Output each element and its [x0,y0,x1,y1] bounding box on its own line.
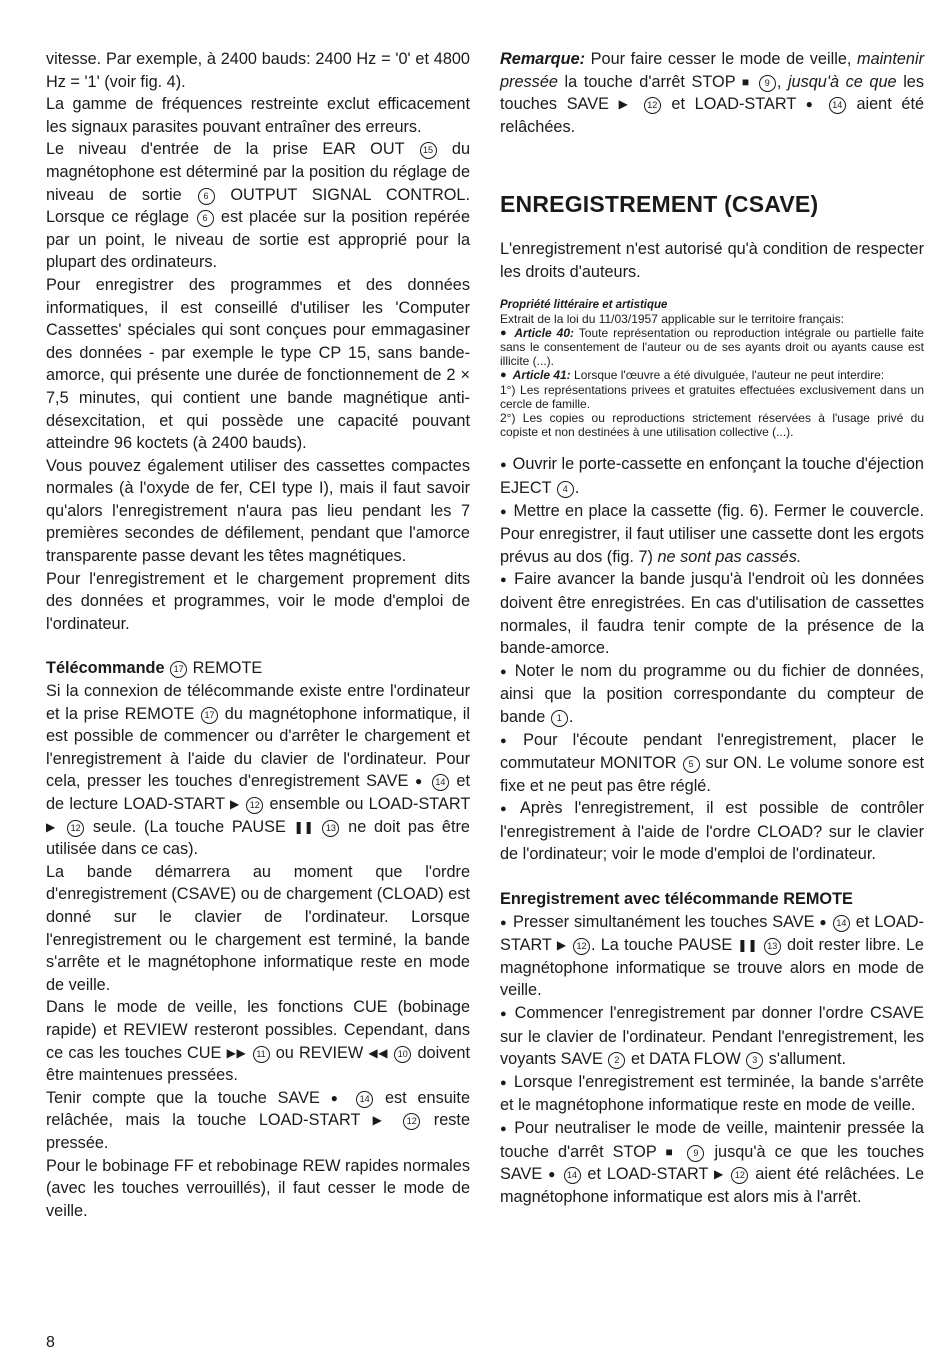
remark: Remarque: Pour faire cesser le mode de veille, maintenir pressée la touche d'arrêt STOP ■ 9 , jusqu'à ce que les touches SAVE ▶ 12 et LOAD-START ● 14 aient été relâchées. [500,50,925,136]
callout-12: 12 [67,820,84,837]
legal-text: ● Article 40: Toute représentation ou reproduction intégrale ou partielle faite sans le consentement de l'auteur ou de ses ayants droit ou ayants cause est illicite (...). [500,325,924,369]
paragraph: Vous pouvez également utiliser des cassettes compactes normales (à l'oxyde de fer, CEI type I), mais il faut savoir qu'alors l'enregistrement n'aura pas lieu pendant les 7 premières secondes de défilement, pendant que l'amorce transparente passe devant les têtes magnétiques. [46,456,470,566]
list-item: ● Mettre en place la cassette (fig. 6). Fermer le couvercle. Pour enregistrer, il faut utiliser une cassette dont les ergots prévus au dos (fig. 7) ne sont pas cassés. [500,501,924,566]
bullet-icon: ● [500,459,507,472]
legal-text: ● Article 41: Lorsque l'œuvre a été divulguée, l'auteur ne peut interdire: [500,368,885,383]
bullet-icon: ● [500,574,509,587]
play-icon: ▶ [46,819,59,834]
paragraph: Pour enregistrer des programmes et des données informatiques, il est conseillé d'utiliser les 'Computer Cassettes' spéciales qui sont conçues pour emmagasiner des données - par exemple le type CP 15, sans bande-amorce, qui présente une durée de fonctionnement de 2 × 7,5 minutes, qui contient une bande magnétique anti-désexcitation, et qui possède une capacité pouvant atteindre 96 koctets (à 2400 bauds). [46,275,470,453]
callout-13: 13 [322,820,339,837]
callout-12: 12 [246,797,263,814]
stop-icon: ■ [665,1144,678,1159]
section-heading-remote: Télécommande 17 REMOTE [46,659,263,678]
paragraph: Le niveau d'entrée de la prise EAR OUT 15 du magnétophone est déterminé par la position du réglage de niveau de sortie 6 OUTPUT SIGNAL CONTROL. Lorsque ce réglage 6 est placée sur la position repérée par un point, le niveau de sortie est approprié pour la plupart des ordinateurs. [46,140,471,272]
paragraph: Pour l'enregistrement et le chargement proprement dits des données et programmes, voir le mode d'emploi de l'ordinateur. [46,569,470,633]
fast-forward-icon: ▶▶ [226,1045,247,1060]
record-icon: ● [548,1167,557,1182]
play-icon: ▶ [556,938,567,953]
paragraph: Dans le mode de veille, les fonctions CUE (bobinage rapide) et REVIEW resteront possibles. Cependant, dans ce cas les touches CUE ▶▶ 11 ou REVIEW ◀◀ 10 doivent être maintenues pressées. [46,998,470,1085]
list-item: ● Pour l'écoute pendant l'enregistrement, placer le commutateur MONITOR 5 sur ON. Le volume sonore est fixe et ne peut pas être réglé. [500,730,924,795]
bullet-icon: ● [500,734,518,747]
list-item: ● Commencer l'enregistrement par donner l'ordre CSAVE sur le clavier de l'ordinateur. Pendant l'enregistrement, les voyants SAVE 2 et DATA FLOW 3 s'allument. [500,1004,924,1069]
list-item: ● Lorsque l'enregistrement est terminée, la bande s'arrête et le magnétophone informatique reste en mode de veille. [500,1072,924,1115]
callout-12: 12 [403,1113,420,1130]
legal-text: Extrait de la loi du 11/03/1957 applicable sur le territoire français: [500,311,844,326]
record-icon: ● [805,97,819,112]
bullet-icon: ● [500,1008,509,1021]
callout-17: 17 [170,661,187,678]
bullet-icon: ● [500,803,515,816]
list-item: ● Ouvrir le porte-cassette en enfonçant la touche d'éjection EJECT 4 . [500,455,924,497]
callout-6: 6 [197,210,214,227]
legal-text: 2°) Les copies ou reproductions strictement réservées à l'usage privé du copiste et non destinées à une utilisation collective (...). [500,410,924,440]
pause-icon: ❚❚ [737,938,758,953]
play-icon: ▶ [230,797,240,811]
page-number: 8 [46,1334,55,1351]
callout-13: 13 [764,938,781,955]
bullet-icon: ● [500,1123,509,1136]
bullet-icon: ● [500,1076,508,1089]
paragraph: La bande démarrera au moment que l'ordre d'enregistrement (CSAVE) ou de chargement (CLOAD) est donné sur le clavier de l'ordinateur. Lorsque l'enregistrement ou le chargement est terminé, la bande s'arrête et le magnétophone informatique reste en mode de veille. [46,862,470,994]
left-column [46,48,470,1222]
callout-10: 10 [394,1046,411,1063]
callout-1: 1 [551,710,568,727]
stop-icon: ■ [741,74,752,89]
callout-12: 12 [573,938,590,955]
bullet-icon: ● [500,665,509,678]
bullet-icon: ● [500,916,507,929]
section-heading-csave: ENREGISTREMENT (CSAVE) [500,191,819,218]
record-icon: ● [330,1090,345,1105]
play-icon: ▶ [714,1167,725,1182]
legal-title: Propriété littéraire et artistique [500,298,668,311]
callout-14: 14 [564,1167,581,1184]
list-item: ● Faire avancer la bande jusqu'à l'endroit où les données doivent être enregistrées. En cas d'utilisation de cassettes normales, il faudra tenir compte de la présence de la bande-amorce. [500,570,924,658]
list-item: ● Presser simultanément les touches SAVE ● 14 et LOAD-START ▶ 12 . La touche PAUSE ❚❚ 13 doit rester libre. Le magnétophone informatique se trouve alors en mode de veille. [500,912,924,1000]
callout-12: 12 [644,97,661,114]
callout-15: 15 [420,142,437,159]
paragraph: vitesse. Par exemple, à 2400 bauds: 2400 Hz = '0' et 4800 Hz = '1' (voir fig. 4). [46,50,470,91]
callout-14: 14 [432,774,449,791]
callout-3: 3 [746,1052,763,1069]
rewind-icon: ◀◀ [368,1045,389,1060]
callout-6: 6 [198,188,215,205]
bullet-icon: ● [500,326,509,339]
callout-12: 12 [731,1167,748,1184]
list-item: ● Noter le nom du programme ou du fichier de données, ainsi que la position correspondante du compteur de bande 1 . [500,661,924,726]
right-column [500,48,924,1208]
paragraph: Pour le bobinage FF et rebobinage REW rapides normales (avec les touches verrouillés), il faut cesser le mode de veille. [46,1156,470,1220]
callout-11: 11 [253,1046,270,1063]
play-icon: ▶ [618,97,634,112]
paragraph: Tenir compte que la touche SAVE ● 14 est ensuite relâchée, mais la touche LOAD-START ▶ 12 reste pressée. [46,1088,470,1152]
record-icon: ● [414,774,425,789]
record-icon: ● [819,914,828,929]
callout-2: 2 [608,1052,625,1069]
paragraph: La gamme de fréquences restreinte exclut efficacement les signaux parasites pouvant entraîner des erreurs. [46,95,470,136]
play-icon: ▶ [372,1113,390,1128]
callout-5: 5 [683,756,700,773]
callout-4: 4 [557,481,574,498]
paragraph: Si la connexion de télécommande existe entre l'ordinateur et la prise REMOTE 17 du magnétophone informatique, il est possible de commencer ou d'arrêter le chargement et l'enregistrement à l'aide du clavier de l'ordinateur. Pour cela, presser les touches d'enregistrement SAVE ● 14 et de lecture LOAD-START ▶ 12 ensemble ou LOAD-START ▶ 12 seule. (La touche PAUSE ❚❚ 13 ne doit pas être utilisée dans ce cas). [46,682,471,859]
callout-17: 17 [201,707,218,724]
callout-14: 14 [356,1091,373,1108]
callout-14: 14 [833,915,850,932]
pause-icon: ❚❚ [293,819,314,834]
section-heading-remote-recording: Enregistrement avec télécommande REMOTE [500,890,853,909]
list-item: ● Pour neutraliser le mode de veille, maintenir pressée la touche d'arrêt STOP ■ 9 jusqu'à ce que les touches SAVE ● 14 et LOAD-START ▶ 12 aient été relâchées. Le magnétophone informatique est alors mis à l'arrêt. [500,1119,925,1206]
list-item: ● Après l'enregistrement, il est possible de contrôler l'enregistrement à l'aide de l'ordre CLOAD? sur le clavier de l'ordinateur; voir le mode d'emploi de l'ordinateur. [500,799,924,864]
bullet-icon: ● [500,505,508,518]
callout-14: 14 [829,97,846,114]
callout-9: 9 [759,75,776,92]
bullet-icon: ● [500,369,507,382]
legal-text: 1°) Les représentations privees et gratuites effectuées exclusivement dans un cercle de famille. [500,382,924,411]
callout-9: 9 [687,1145,704,1162]
paragraph: L'enregistrement n'est autorisé qu'à condition de respecter les droits d'auteurs. [500,240,924,281]
